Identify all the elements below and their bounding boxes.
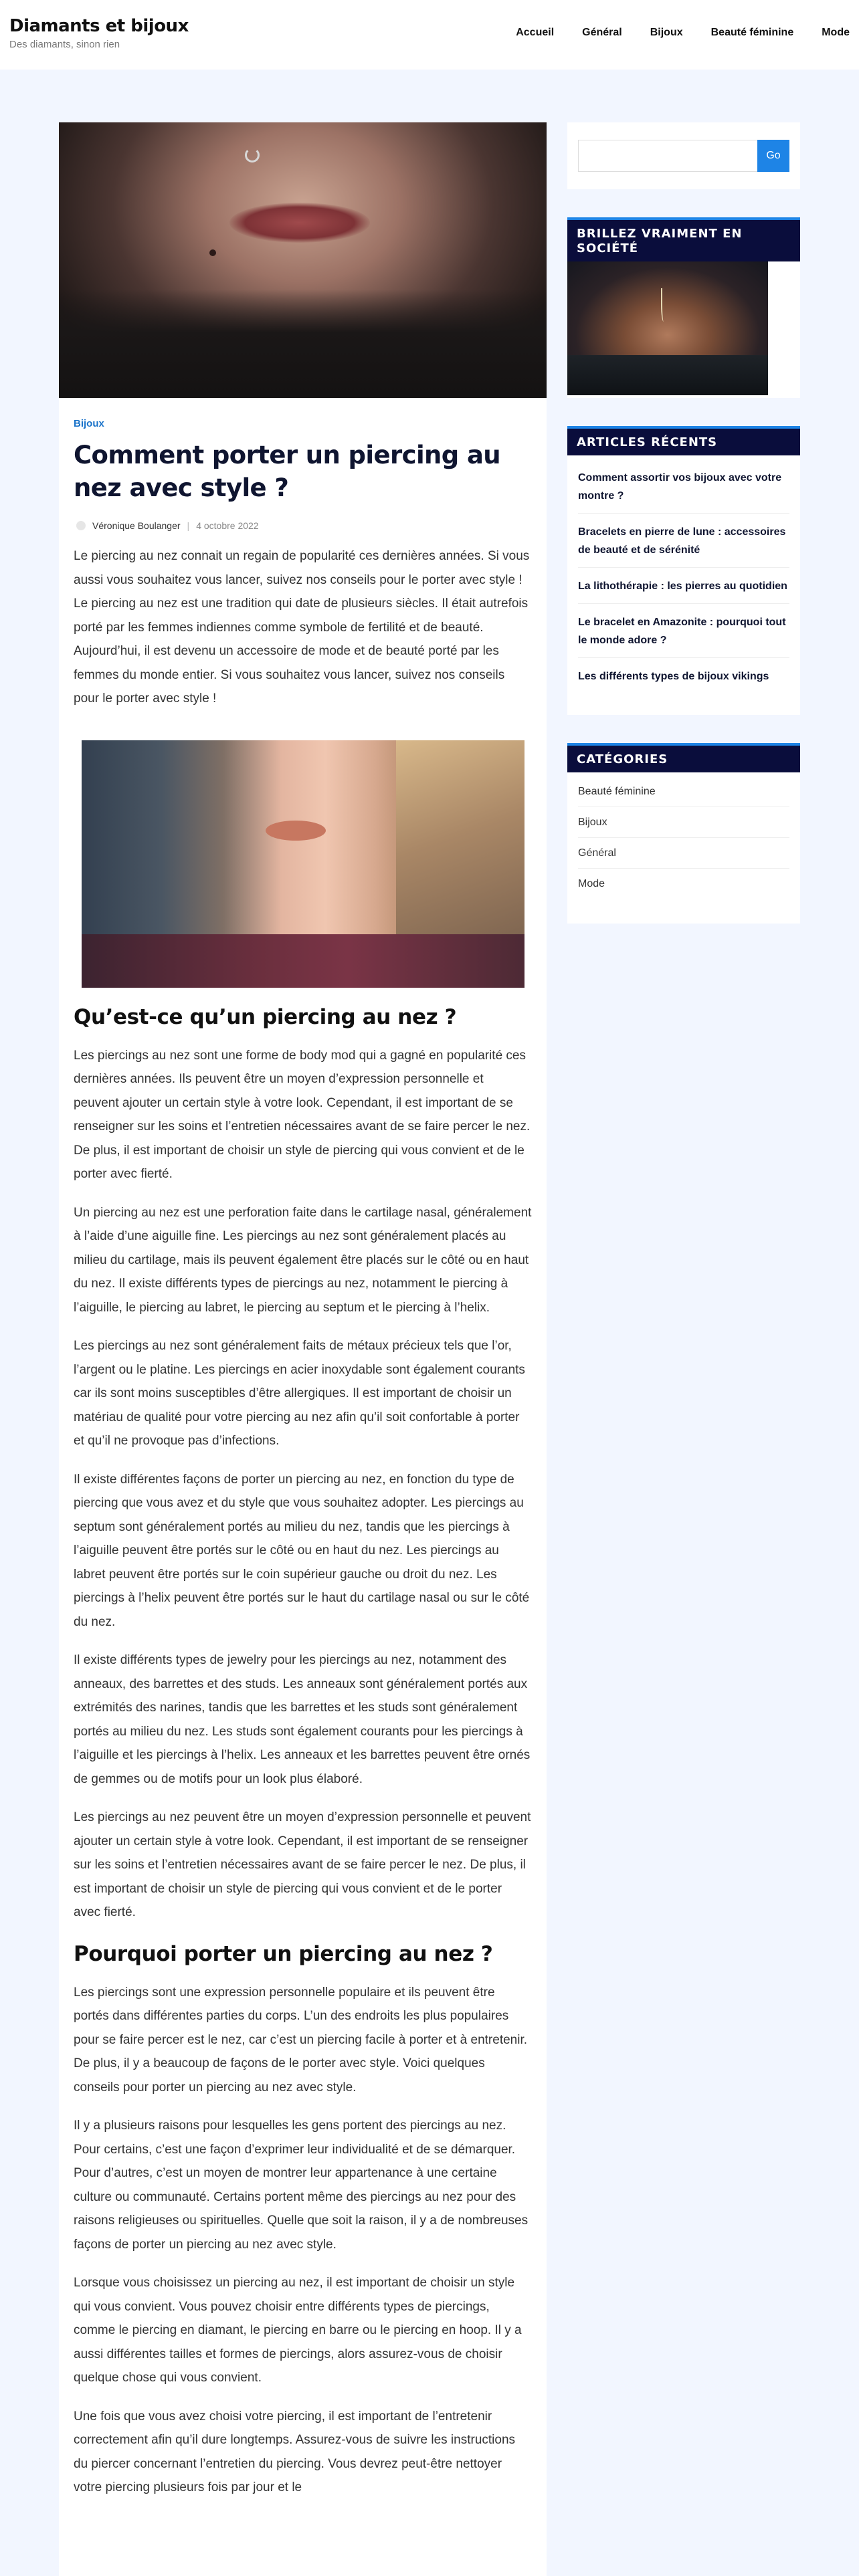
paragraph: Les piercings au nez peuvent être un moyen d’expression personnelle et peuvent ajouter un certain style à votre look. Cependant, il est important de se renseigner sur les soins et l’entretien nécessaires avant de se faire percer le nez. De plus, il est important de choisir un style de piercing qui vous convient et de le porter avec fierté. <box>74 1810 531 1919</box>
paragraph: Il existe différentes façons de porter un piercing au nez, en fonction du type de piercing que vous avez et du style que vous souhaitez adopter. Les piercings au septum sont généralement portés au milieu du nez, tandis que les piercings à l’aiguille peuvent être portés sur le côté ou en haut du nez. Les piercings au labret peuvent être portés sur le coin supérieur gauche ou droit du nez. Les piercings à l’helix peuvent être portés sur le haut du cartilage nasal ou sur le côté du nez. <box>74 1472 530 1629</box>
paragraph: Les piercings sont une expression personnelle populaire et ils peuvent être portés dans différentes parties du corps. L’un des endroits les plus populaires pour se faire percer est le nez, car c’est un piercing facile à porter et à entretenir. De plus, il y a beaucoup de façons de le porter avec style. Voici quelques conseils pour porter un piercing au nez avec style. <box>74 1985 528 2095</box>
paragraph: Les piercings au nez sont généralement faits de métaux précieux tels que l’or, l’argent ou le platine. Les piercings en acier inoxydable sont également courants car ils sont moins susceptibles d’être allergiques. Il est important de choisir un matériau de qualité pour votre piercing au nez afin qu’il soit confortable à porter et qu’il ne provoque pas d’infections. <box>74 1339 525 1448</box>
site-title[interactable]: Diamants et bijoux <box>9 16 189 36</box>
recent-post-link[interactable]: Bracelets en pierre de lune : accessoires de beauté et de sérénité <box>578 526 786 556</box>
nav-item-general[interactable]: Général <box>582 27 622 38</box>
recent-posts-title: ARTICLES RÉCENTS <box>567 426 800 455</box>
list-item <box>578 604 789 658</box>
necklace-shape <box>661 288 666 322</box>
site-tagline: Des diamants, sinon rien <box>9 39 120 50</box>
author-name[interactable]: Véronique Boulanger <box>92 520 181 531</box>
sweater-shape <box>82 934 524 988</box>
featured-image <box>59 122 547 398</box>
article-image <box>82 740 524 988</box>
nav-item-mode[interactable]: Mode <box>822 27 850 38</box>
promo-image[interactable] <box>567 261 768 395</box>
paragraph: Il existe différents types de jewelry pour les piercings au nez, notamment des anneaux, des barrettes et des studs. Les anneaux sont généralement portés aux extrémités des narines, tandis que les barrettes et les studs sont généralement portés au milieu du nez. Les studs sont également courants pour les piercings à l’aiguille et les piercings à l’helix. Les anneaux et les barrettes peuvent être ornés de gemmes ou de motifs pour un look plus élaboré. <box>74 1653 531 1786</box>
section-heading: Qu’est-ce qu’un piercing au nez ? <box>74 1004 457 1029</box>
category-item[interactable]: Bijoux <box>578 807 789 838</box>
category-item[interactable]: Beauté féminine <box>578 776 789 807</box>
category-item[interactable]: Mode <box>578 878 605 889</box>
lips-shape <box>266 821 326 841</box>
promo-widget <box>567 217 800 398</box>
recent-post-link[interactable]: Les différents types de bijoux vikings <box>578 671 769 682</box>
categories-title: CATÉGORIES <box>567 743 800 772</box>
categories-widget <box>567 743 800 924</box>
paragraph: Un piercing au nez est une perforation faite dans le cartilage nasal, généralement à l’aide d’une aiguille fine. Les piercings au nez sont généralement placés au milieu du cartilage, mais ils peuvent également être placés sur le côté ou en haut du nez. Il existe différents types de piercings au nez, notamment le piercing à l’aiguille, le piercing au labret, le piercing au septum et le piercing à l’helix. <box>74 1205 532 1315</box>
search-input[interactable] <box>578 140 757 172</box>
promo-widget-title: BRILLEZ VRAIMENT EN SOCIÉTÉ <box>567 217 800 261</box>
recent-posts-widget <box>567 426 800 715</box>
paragraph: Les piercings au nez sont une forme de body mod qui a gagné en popularité ces dernières années. Ils peuvent être un moyen d’expression personnelle et peuvent ajouter un certain style à votre look. Cependant, il est important de se renseigner sur les soins et l’entretien nécessaires avant de se faire percer le nez. De plus, il est important de choisir un style de piercing qui vous convient et de le porter avec fierté. <box>74 1048 531 1181</box>
post-title: Comment porter un piercing au nez avec style ? <box>74 441 501 502</box>
nav-item-accueil[interactable]: Accueil <box>516 27 555 38</box>
post-meta <box>74 520 532 531</box>
recent-posts-list <box>567 455 800 700</box>
list-item <box>578 514 789 568</box>
mole-shape <box>209 249 216 256</box>
article-body <box>59 418 547 2500</box>
recent-post-link[interactable]: Le bracelet en Amazonite : pourquoi tout le monde adore ? <box>578 617 786 646</box>
nav-item-bijoux[interactable]: Bijoux <box>650 27 683 38</box>
recent-post-link[interactable]: Comment assortir vos bijoux avec votre montre ? <box>578 472 782 502</box>
recent-post-link[interactable]: La lithothérapie : les pierres au quotidien <box>578 580 787 592</box>
meta-separator: | <box>187 520 190 531</box>
author-avatar <box>76 521 86 530</box>
paragraph: Une fois que vous avez choisi votre piercing, il est important de l’entretenir correctement afin qu’il dure longtemps. Assurez-vous de suivre les instructions du piercer concernant l’entretien du piercing. Vous devrez peut-être nettoyer votre piercing plusieurs fois par jour et le <box>74 2409 516 2494</box>
nose-ring-shape <box>245 148 260 163</box>
paragraph: Il y a plusieurs raisons pour lesquelles les gens portent des piercings au nez. Pour certains, c’est une façon d’exprimer leur individualité et de se démarquer. Pour d’autres, c’est un moyen de montrer leur appartenance à une certaine culture ou communauté. Certains portent même des piercings au nez pour des raisons religieuses ou spirituelles. Quelle que soit la raison, il y a de nombreuses façons de porter un piercing au nez avec style. <box>74 2119 529 2252</box>
list-item <box>578 568 789 604</box>
search-widget <box>567 122 800 189</box>
category-item[interactable]: Général <box>578 838 789 869</box>
post-date: 4 octobre 2022 <box>196 520 259 531</box>
categories-list <box>567 772 800 903</box>
scarf-shape <box>59 290 547 398</box>
main-nav <box>488 27 850 39</box>
paragraph: Lorsque vous choisissez un piercing au nez, il est important de choisir un style qui vous convient. Vous pouvez choisir entre différents types de piercings, comme le piercing en diamant, le piercing en barre ou le piercing en hoop. Il y a aussi différentes tailles et formes de piercings, alors assurez-vous de choisir quelque chose qui vous convient. <box>74 2276 522 2385</box>
section-heading: Pourquoi porter un piercing au nez ? <box>74 1941 493 1966</box>
list-item <box>578 658 789 693</box>
nav-item-beaute-feminine[interactable]: Beauté féminine <box>710 27 794 38</box>
intro-paragraph: Le piercing au nez connait un regain de popularité ces dernières années. Si vous aussi vous souhaitez vous lancer, suivez nos conseils pour le porter avec style ! Le piercing au nez est une tradition qui date de plusieurs siècles. Il était autrefois porté par les femmes indiennes comme symbole de fertilité et de beauté. Aujourd’hui, il est devenu un accessoire de mode et de beauté porté par les femmes du monde entier. Si vous souhaitez vous lancer, suivez nos conseils pour le porter avec style ! <box>74 549 530 706</box>
article <box>59 122 547 2576</box>
dress-shape <box>567 355 768 395</box>
search-button[interactable]: Go <box>757 140 789 172</box>
list-item <box>578 459 789 514</box>
site-header <box>0 0 859 70</box>
brand <box>9 16 189 50</box>
lips-shape <box>229 203 370 243</box>
category-link[interactable]: Bijoux <box>74 418 104 429</box>
